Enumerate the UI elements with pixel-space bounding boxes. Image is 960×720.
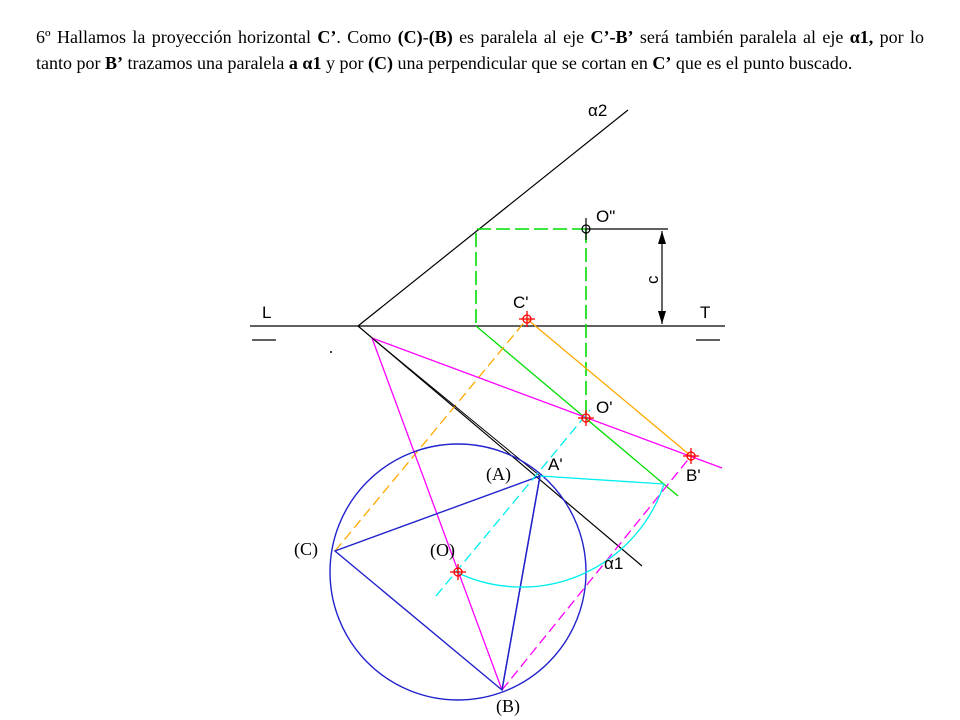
label-o-double: O": [596, 207, 616, 226]
label-o-paren: (O): [430, 540, 455, 560]
point-cprime: [519, 311, 535, 327]
magenta-dashed: [502, 456, 691, 690]
label-b-paren: (B): [496, 696, 520, 716]
label-a-prime: A': [548, 455, 563, 474]
label-l: L: [262, 303, 272, 322]
green-construction: [476, 229, 586, 326]
label-alpha1: α1: [604, 554, 624, 573]
point-o-paren: [450, 564, 466, 580]
point-bprime: [683, 448, 699, 464]
dimension-arrow-top: [658, 231, 666, 244]
label-b-prime: B': [686, 466, 701, 485]
stray-dot: [330, 351, 332, 353]
label-t: T: [700, 303, 711, 322]
yellow-cprime-bprime: [527, 319, 691, 456]
cyan-arc: [456, 484, 664, 587]
dimension-arrow-bottom: [658, 311, 666, 324]
label-o-prime: O': [596, 398, 613, 417]
alpha2-trace: [358, 110, 628, 326]
blue-line-ab: [502, 476, 540, 690]
label-c: c: [643, 275, 662, 284]
label-c-prime: C': [513, 293, 529, 312]
cyan-a-line: [540, 476, 664, 484]
label-alpha2: α2: [588, 101, 608, 120]
label-a-paren: (A): [486, 464, 511, 484]
caption-text: 6º Hallamos la proyección horizontal C’. Como (C)-(B) es paralela al eje C’-B’ será también paralela al eje α1, por lo tanto por B’ trazamos una paralela a α1 y por (C) una perpendicular que se cortan en C’ que es el punto buscado.: [36, 27, 924, 73]
label-c-paren: (C): [294, 539, 318, 559]
